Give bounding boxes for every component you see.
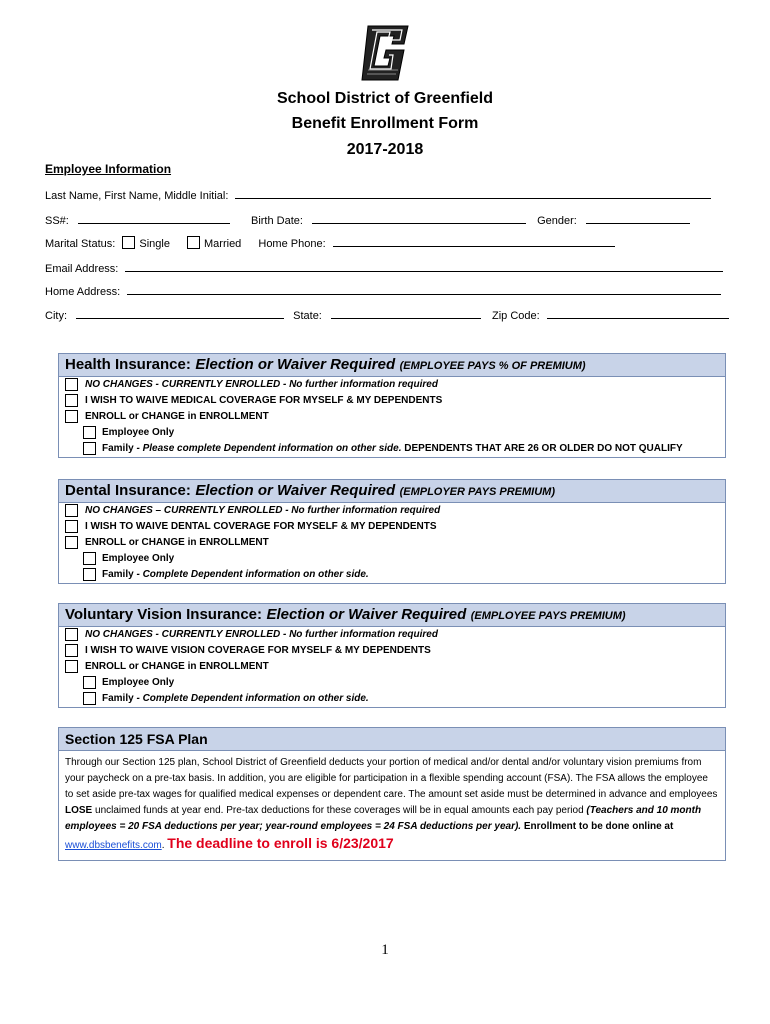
marital-row	[45, 236, 615, 250]
health-waive-option[interactable]: I WISH TO WAIVE MEDICAL COVERAGE FOR MYSELF & MY DEPENDENTS	[59, 393, 725, 409]
health-enroll-checkbox[interactable]	[65, 410, 78, 423]
email-field[interactable]	[125, 261, 723, 272]
zip-label: Zip Code:	[492, 310, 540, 322]
vision-family-option[interactable]: Family - Complete Dependent information on other side.	[59, 691, 725, 707]
marital-label: Marital Status:	[45, 238, 116, 250]
dental-no-changes-option[interactable]: NO CHANGES – CURRENTLY ENROLLED - No further information required	[59, 503, 725, 519]
dental-family-option[interactable]: Family - Complete Dependent information on other side.	[59, 567, 725, 583]
zip-field[interactable]	[547, 308, 729, 319]
email-row	[45, 261, 723, 275]
fsa-header: Section 125 FSA Plan	[59, 728, 725, 751]
health-waive-checkbox[interactable]	[65, 394, 78, 407]
city-row	[45, 308, 729, 322]
vision-no-changes-checkbox[interactable]	[65, 628, 78, 641]
dental-family-checkbox[interactable]	[83, 568, 96, 581]
vision-no-changes-option[interactable]: NO CHANGES - CURRENTLY ENROLLED - No further information required	[59, 627, 725, 643]
page-number: 1	[381, 942, 389, 958]
vision-enroll-checkbox[interactable]	[65, 660, 78, 673]
dental-insurance-header: Dental Insurance: Election or Waiver Required (EMPLOYER PAYS PREMIUM)	[59, 480, 725, 503]
birth-date-field[interactable]	[312, 213, 526, 224]
gender-label: Gender:	[537, 215, 577, 227]
married-checkbox[interactable]	[187, 236, 200, 249]
fsa-section	[58, 727, 726, 861]
vision-insurance-header: Voluntary Vision Insurance: Election or Waiver Required (EMPLOYEE PAYS PREMIUM)	[59, 604, 725, 627]
dental-waive-checkbox[interactable]	[65, 520, 78, 533]
vision-waive-option[interactable]: I WISH TO WAIVE VISION COVERAGE FOR MYSELF & MY DEPENDENTS	[59, 643, 725, 659]
birth-label: Birth Date:	[250, 215, 303, 227]
ss-field[interactable]	[78, 213, 230, 224]
dental-enroll-option[interactable]: ENROLL or CHANGE in ENROLLMENT	[59, 535, 725, 551]
dental-waive-option[interactable]: I WISH TO WAIVE DENTAL COVERAGE FOR MYSELF & MY DEPENDENTS	[59, 519, 725, 535]
name-label: Last Name, First Name, Middle Initial:	[45, 190, 229, 202]
name-row	[45, 188, 711, 202]
health-insurance-header: Health Insurance: Election or Waiver Required (EMPLOYEE PAYS % OF PREMIUM)	[59, 354, 725, 377]
dental-employee-only-checkbox[interactable]	[83, 552, 96, 565]
name-field[interactable]	[235, 188, 711, 199]
school-name: School District of Greenfield	[276, 90, 494, 107]
vision-insurance-section	[58, 603, 726, 708]
dental-no-changes-checkbox[interactable]	[65, 504, 78, 517]
state-label: State:	[293, 310, 322, 322]
home-phone-field[interactable]	[333, 236, 615, 247]
single-label: Single	[139, 238, 170, 250]
enrollment-deadline: The deadline to enroll is 6/23/2017	[167, 835, 394, 851]
fsa-description: Through our Section 125 plan, School District of Greenfield deducts your portion of medical and/or dental and/or voluntary vision premiums from your paycheck on a pre-tax basis. In addition, you are eligible for participation in a flexible spending account (FSA). The FSA allows the employee to set aside pre-tax wages for qualified medical expenses or dependent care. The amount set aside must be determined in advance and employees LOSE unclaimed funds at year end. Pre-tax deductions for these coverages will be in equal amounts each pay period (Teachers and 10 month employees = 20 FSA deductions per year; year-round employees = 24 FSA deductions per year). Enrollment to be done online at www.dbsbenefits.com. The deadline to enroll is 6/23/2017	[65, 757, 718, 851]
health-insurance-section	[58, 353, 726, 458]
dbsbenefits-link[interactable]: www.dbsbenefits.com	[65, 840, 162, 851]
vision-enroll-option[interactable]: ENROLL or CHANGE in ENROLLMENT	[59, 659, 725, 675]
married-label: Married	[204, 238, 242, 250]
ss-row	[45, 213, 690, 227]
dental-enroll-checkbox[interactable]	[65, 536, 78, 549]
employee-info-heading: Employee Information	[45, 162, 172, 176]
vision-waive-checkbox[interactable]	[65, 644, 78, 657]
vision-employee-only-checkbox[interactable]	[83, 676, 96, 689]
greenfield-logo	[358, 22, 414, 84]
email-label: Email Address:	[45, 263, 119, 275]
home-address-row	[45, 284, 721, 298]
health-no-changes-checkbox[interactable]	[65, 378, 78, 391]
city-field[interactable]	[76, 308, 284, 319]
form-title: Benefit Enrollment Form	[291, 115, 479, 132]
home-phone-label: Home Phone:	[258, 238, 326, 250]
dental-employee-only-option[interactable]: Employee Only	[59, 551, 725, 567]
home-address-field[interactable]	[127, 284, 721, 295]
ss-label: SS#:	[45, 215, 69, 227]
health-employee-only-option[interactable]: Employee Only	[59, 425, 725, 441]
city-label: City:	[45, 310, 67, 322]
dental-insurance-section	[58, 479, 726, 584]
health-family-option[interactable]: Family - Please complete Dependent information on other side. DEPENDENTS THAT ARE 26 OR OLDER DO NOT QUALIFY	[59, 441, 725, 457]
health-family-checkbox[interactable]	[83, 442, 96, 455]
health-employee-only-checkbox[interactable]	[83, 426, 96, 439]
single-checkbox[interactable]	[122, 236, 135, 249]
home-address-label: Home Address:	[45, 286, 121, 298]
health-no-changes-option[interactable]: NO CHANGES - CURRENTLY ENROLLED - No further information required	[59, 377, 725, 393]
state-field[interactable]	[331, 308, 481, 319]
vision-family-checkbox[interactable]	[83, 692, 96, 705]
health-enroll-option[interactable]: ENROLL or CHANGE in ENROLLMENT	[59, 409, 725, 425]
vision-employee-only-option[interactable]: Employee Only	[59, 675, 725, 691]
form-year: 2017-2018	[346, 141, 424, 158]
gender-field[interactable]	[586, 213, 690, 224]
